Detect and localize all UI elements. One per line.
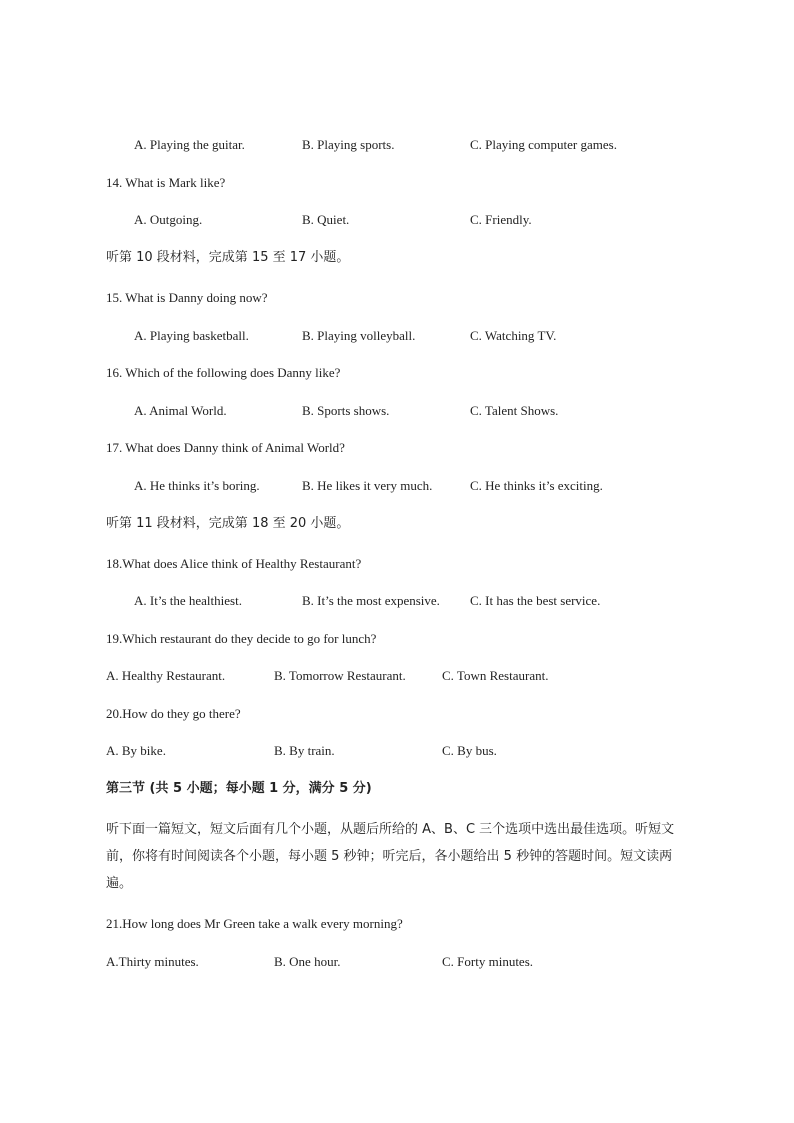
q15-option-b: B. Playing volleyball. <box>302 328 416 343</box>
instruction-passage-10: 听第 10 段材料，完成第 15 至 17 小题。 <box>106 250 350 265</box>
q20-option-a: A. By bike. <box>106 743 166 758</box>
q18-option-a: A. It’s the healthiest. <box>134 593 242 608</box>
q21-option-c: C. Forty minutes. <box>442 954 534 969</box>
q18-option-c: C. It has the best service. <box>470 593 601 608</box>
q17-option-b: B. He likes it very much. <box>302 478 433 493</box>
q18-option-b: B. It’s the most expensive. <box>302 593 440 608</box>
q21-option-b: B. One hour. <box>274 954 341 969</box>
q16-option-b: B. Sports shows. <box>302 403 390 418</box>
instruction-passage-11: 听第 11 段材料，完成第 18 至 20 小题。 <box>106 516 350 531</box>
q20-option-c: C. By bus. <box>442 743 497 758</box>
q16-question: 16. Which of the following does Danny like? <box>106 365 341 380</box>
q19-option-c: C. Town Restaurant. <box>442 668 549 683</box>
q17-option-c: C. He thinks it’s exciting. <box>470 478 603 493</box>
q20-question: 20.How do they go there? <box>106 706 241 721</box>
q13-option-b: B. Playing sports. <box>302 137 395 152</box>
q21-question: 21.How long does Mr Green take a walk every morning? <box>106 916 403 931</box>
q13-option-a: A. Playing the guitar. <box>134 137 245 152</box>
q19-option-b: B. Tomorrow Restaurant. <box>274 668 406 683</box>
q15-question: 15. What is Danny doing now? <box>106 290 268 305</box>
section3-heading: 第三节 (共 5 小题；每小题 1 分，满分 5 分) <box>106 781 372 796</box>
q15-option-a: A. Playing basketball. <box>134 328 249 343</box>
q14-question: 14. What is Mark like? <box>106 175 226 190</box>
q13-option-c: C. Playing computer games. <box>470 137 617 152</box>
q14-option-c: C. Friendly. <box>470 212 532 227</box>
q17-question: 17. What does Danny think of Animal World? <box>106 440 345 455</box>
q19-option-a: A. Healthy Restaurant. <box>106 668 226 683</box>
q14-option-b: B. Quiet. <box>302 212 350 227</box>
q15-option-c: C. Watching TV. <box>470 328 557 343</box>
q18-question: 18.What does Alice think of Healthy Restaurant? <box>106 556 362 571</box>
q20-option-b: B. By train. <box>274 743 335 758</box>
q16-option-a: A. Animal World. <box>134 403 227 418</box>
q14-option-a: A. Outgoing. <box>134 212 203 227</box>
q21-option-a: A.Thirty minutes. <box>106 954 199 969</box>
q19-question: 19.Which restaurant do they decide to go for lunch? <box>106 631 377 646</box>
q17-option-a: A. He thinks it’s boring. <box>134 478 260 493</box>
section3-instructions: 听下面一篇短文，短文后面有几个小题，从题后所给的 A、B、C 三个选项中选出最佳选项。听短文前，你将有时间阅读各个小题，每小题 5 秒钟；听完后，各小题给出 5 秒钟的答题时间。短文读两遍。 <box>106 822 675 891</box>
q16-option-c: C. Talent Shows. <box>470 403 559 418</box>
